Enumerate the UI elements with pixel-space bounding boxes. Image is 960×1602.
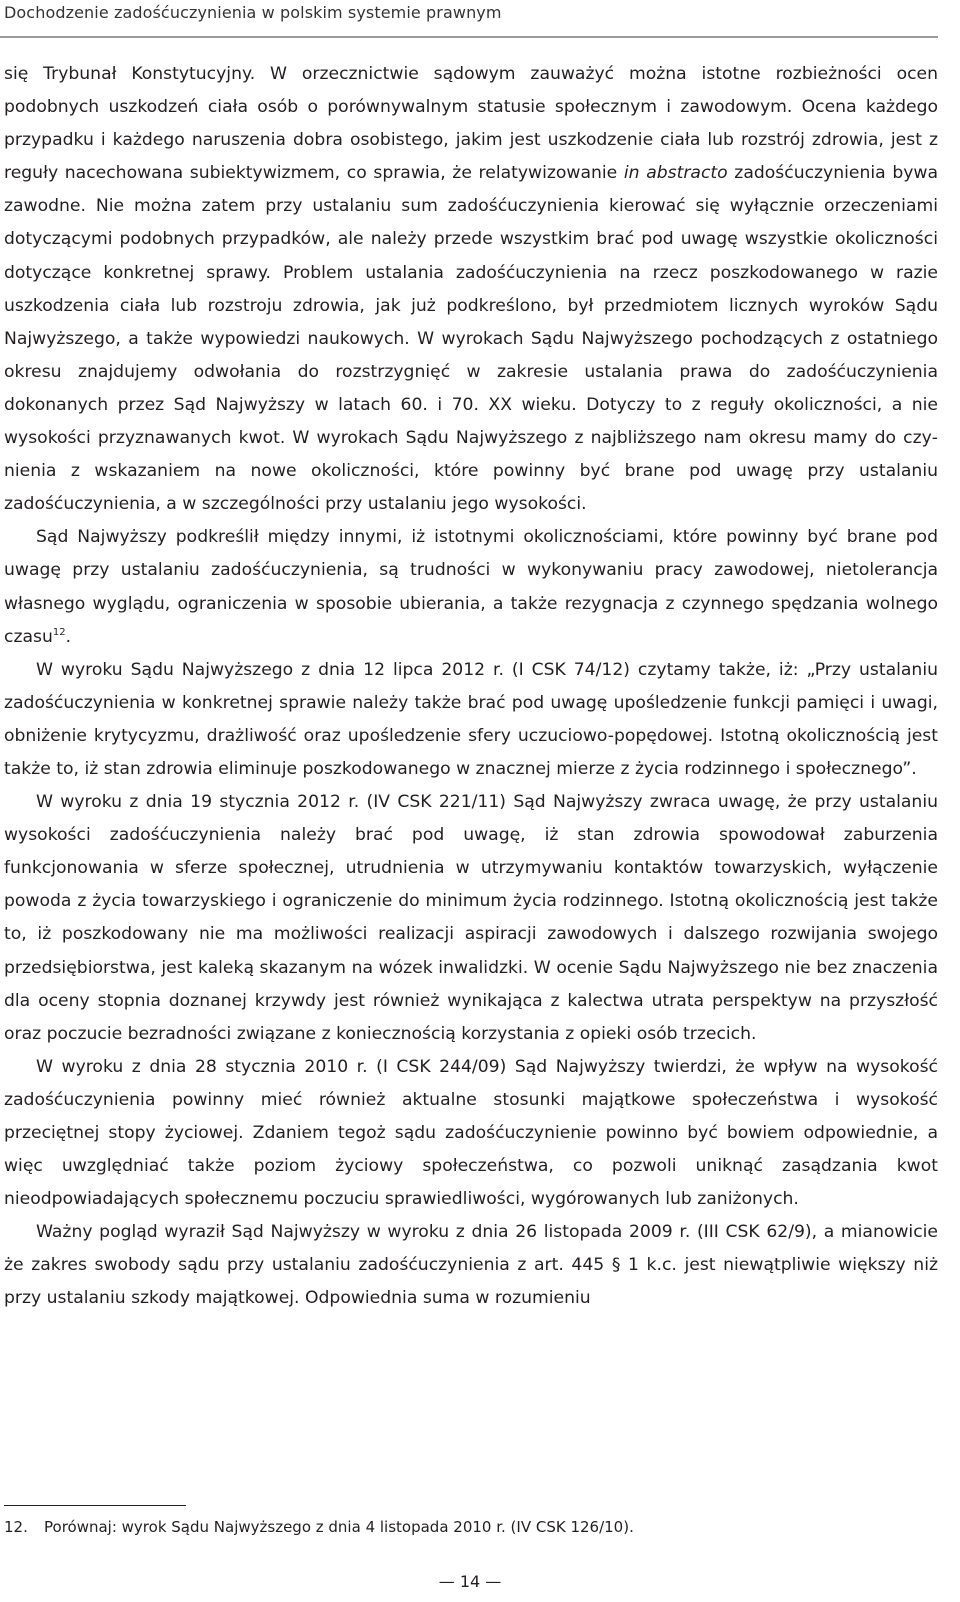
page-number: — 14 —: [438, 1572, 502, 1591]
text-run: zadośćuczynienia bywa zawodne. Nie można zatem przy ustalaniu sum zadośćuczynienia kierować się wyłącznie orzeczeniami dotyczącymi podobnych przypadków, ale należy przede wszystkim brać pod uwagę wszystkie okoliczności dotyczące konkretnej sprawy. Problem ustalania zadośćuczynienia na rzecz poszkodowanego w razie uszkodzenia ciała lub rozstroju zdrowia, jak już podkreślono, był przedmiotem licznych wyroków Sądu Najwyższego, a także wypowiedzi naukowych. W wyrokach Sądu Najwyższego pochodzących z ostatniego okresu znajdujemy odwołania do rozstrzygnięć w zakresie ustalania prawa do zadośćuczynienia dokonanych przez Sąd Najwyższy w latach 60. i 70. XX wieku. Dotyczy to z reguły okoliczności, a nie wysokości przyznawanych kwot. W wyrokach Sądu Najwyższego z najbliższego nam okresu mamy do czynienia z wskazaniem na nowe okoliczności, które powinny być brane pod uwagę przy ustalaniu zadośćuczynienia, a w szczególności przy ustalaniu jego wysokości.: [4, 163, 938, 515]
text-run: W wyroku z dnia 19 stycznia 2012 r. (IV CSK 221/11) Sąd Najwyższy zwraca uwagę, że przy ustalaniu wysokości zadośćuczynienia należy brać pod uwagę, iż stan zdrowia spowodował zaburzenia funkcjonowania w sferze społecznej, utrudnienia w utrzymywaniu kontaktów towarzyskich, wyłączenie powoda z życia towarzyskiego i ograniczenie do minimum życia rodzinnego. Istotną okolicznością jest także to, iż poszkodowany nie ma możliwości realizacji aspiracji zawodowych i dalszego rozwijania swojego przedsiębiorstwa, jest kaleką skazanym na wózek inwalidzki. W ocenie Sądu Najwyższego nie bez znaczenia dla oceny stopnia doznanej krzywdy jest również wynikająca z kalectwa utrata perspektyw na przyszłość oraz poczucie bezradności związane z koniecznością korzystania z opieki osób trzecich.: [4, 792, 938, 1044]
text-run: Sąd Najwyższy podkreślił między innymi, iż istotnymi okolicznościami, które powinny być brane pod uwagę przy ustalaniu zadośćuczynienia, są trudności w wykonywaniu pracy zawodowej, nietolerancja własnego wyglądu, ograniczenia w sposobie ubierania, a także rezygnacja z czynnego spędzania wolnego czasu: [4, 527, 938, 647]
header-divider: [0, 36, 938, 38]
footnote: [4, 1516, 938, 1538]
footnote-text: Porównaj: wyrok Sądu Najwyższego z dnia 4 listopada 2010 r. (IV CSK 126/10).: [44, 1518, 634, 1536]
text-run: .: [65, 626, 72, 647]
text-run: W wyroku Sądu Najwyższego z dnia 12 lipca 2012 r. (I CSK 74/12) czytamy także, iż: „Przy ustalaniu zadośćuczynienia w konkretnej sprawie należy także brać pod uwagę upośledzenie funkcji pamięci i uwagi, obniżenie krytycyzmu, drażliwość oraz upośledzenie sfery uczuciowo-popędowej. Istotną okolicznością jest także to, iż stan zdrowia eliminuje poszkodowanego w znacznej mierze z życia rodzinnego i społecznego”.: [4, 659, 938, 779]
paragraph: [4, 654, 938, 786]
paragraph: [4, 521, 938, 653]
italic-phrase: in abstracto: [623, 163, 728, 184]
text-run: W wyroku z dnia 28 stycznia 2010 r. (I CSK 244/09) Sąd Najwyższy twierdzi, że wpływ na wysokość zadośćuczynienia powinny mieć również aktualne stosunki majątkowe społeczeństwa i wysokość przeciętnej stopy życiowej. Zdaniem tegoż sądu zadośćuczynienie powinno być bowiem odpowiednie, a więc uwzględniać także poziom życiowy społeczeństwa, co pozwoli uniknąć zasądzania kwot nieodpowiadających społecznemu poczuciu sprawiedliwości, wygórowanych lub zaniżonych.: [4, 1056, 938, 1210]
footnote-number: 12.: [4, 1518, 28, 1536]
text-run: się Trybunał Konstytucyjny. W orzecznictwie sądowym zauważyć można istotne rozbieżności ocen podobnych uszkodzeń ciała osób o porównywalnym statusie społecznym i zawodowym. Ocena każdego przypadku i każdego naruszenia dobra osobistego, jakim jest uszkodzenie ciała lub rozstrój zdrowia, jest z reguły nacechowana subiektywizmem, co sprawia, że relatywizowanie: [4, 64, 938, 184]
paragraph: [4, 58, 938, 521]
running-header: Dochodzenie zadośćuczynienia w polskim systemie prawnym: [4, 3, 502, 22]
footnote-reference: 12: [52, 626, 66, 638]
footnote-divider: [4, 1505, 186, 1506]
paragraph: [4, 1216, 938, 1315]
paragraph: [4, 1051, 938, 1216]
text-run: Ważny pogląd wyraził Sąd Najwyższy w wyroku z dnia 26 listopada 2009 r. (III CSK 62/9), a mianowicie że zakres swobody sądu przy ustalaniu zadośćuczynienia z art. 445 § 1 k.c. jest niewątpliwie większy niż przy ustalaniu szkody majątkowej. Odpowiednia suma w rozumieniu: [4, 1222, 938, 1309]
body-text: [4, 58, 938, 1316]
paragraph: [4, 786, 938, 1051]
